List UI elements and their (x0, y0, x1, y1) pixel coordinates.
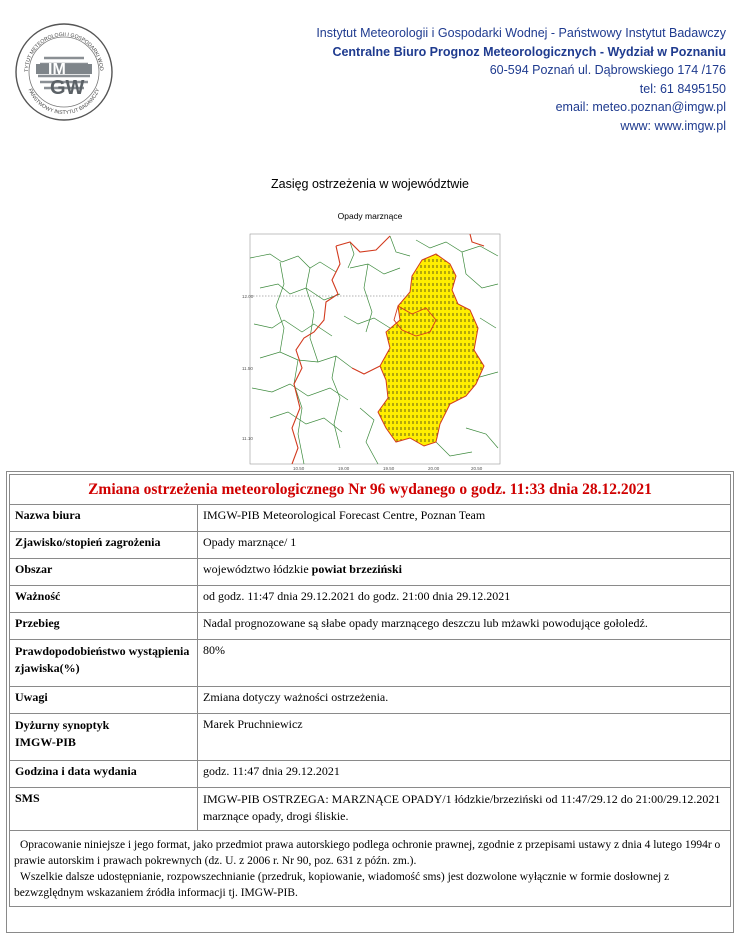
phone: tel: 61 8495150 (639, 81, 726, 96)
logo-ring-bottom: PAŃSTWOWY INSTYTUT BADAWCZY (26, 87, 102, 117)
lon-label: 20.00 (428, 466, 440, 471)
logo-ring-top: TYTUT METEOROLOGII I GOSPODARKI WOD (23, 31, 105, 73)
table-row (10, 505, 731, 532)
lat-label: 11.10 (242, 436, 253, 441)
table-row (10, 831, 731, 907)
email: email: meteo.poznan@imgw.pl (555, 100, 726, 114)
table-row (10, 714, 731, 761)
imgw-logo (14, 22, 114, 122)
course-label: Przebieg (10, 613, 198, 640)
area-voivodeship: województwo łódzkie (203, 562, 312, 576)
area-label: Obszar (10, 559, 198, 586)
issued-label: Godzina i data wydania (10, 761, 198, 788)
website: www: www.imgw.pl (620, 118, 726, 133)
table-row (10, 761, 731, 788)
remarks-label: Uwagi (10, 687, 198, 714)
lon-label: 10.50 (293, 466, 305, 471)
probability-value: 80% (198, 640, 731, 687)
copyright-notice (10, 831, 731, 907)
table-row (10, 586, 731, 613)
phenomenon-value: Opady marznące/ 1 (198, 532, 731, 559)
phenomenon-label: Zjawisko/stopień zagrożenia (10, 532, 198, 559)
lat-label: 11.50 (242, 366, 253, 371)
probability-label: Prawdopodobieństwo wystąpienia zjawiska(%) (10, 640, 198, 687)
office-value: IMGW-PIB Meteorological Forecast Centre, Poznan Team (198, 505, 731, 532)
table-row (10, 613, 731, 640)
copyright-paragraph-2: Wszelkie dalsze udostępnianie, rozpowszechnianie (przedruk, kopiowanie, wiadomość sms) jest dozwolone wyłącznie w formie dosłownej z bezwzględnym wskazaniem źródła informacji tj. IMGW-PIB. (14, 871, 670, 899)
bureau-name: Centralne Biuro Prognoz Meteorologicznych - Wydział w Poznaniu (332, 44, 726, 59)
lon-label: 19.00 (338, 466, 350, 471)
header-info (316, 24, 726, 135)
table-row (10, 687, 731, 714)
address: 60-594 Poznań ul. Dąbrowskiego 174 /176 (489, 63, 726, 77)
sms-label: SMS (10, 788, 198, 831)
lon-label: 19.50 (383, 466, 395, 471)
warning-map (240, 228, 502, 472)
area-value (198, 559, 731, 586)
office-label: Nazwa biura (10, 505, 198, 532)
lon-label: 20.50 (471, 466, 483, 471)
forecaster-label-text: Dyżurny synoptyk IMGW-PIB (15, 718, 110, 749)
warning-table (9, 474, 731, 907)
remarks-value: Zmiana dotyczy ważności ostrzeżenia. (198, 687, 731, 714)
course-value: Nadal prognozowane są słabe opady marznącego deszczu lub mżawki powodujące gołoledź. (198, 613, 731, 640)
warning-title: Zmiana ostrzeżenia meteorologicznego Nr 96 wydanego o godz. 11:33 dnia 28.12.2021 (10, 475, 731, 505)
table-row (10, 532, 731, 559)
institute-name: Instytut Meteorologii i Gospodarki Wodnej - Państwowy Instytut Badawczy (316, 26, 726, 40)
table-row (10, 559, 731, 586)
area-county: powiat brzeziński (311, 562, 402, 576)
map-subtitle: Opady marznące (337, 211, 403, 221)
copyright-paragraph-1: Opracowanie niniejsze i jego format, jako przedmiot prawa autorskiego podlega ochronie prawnej, zgodnie z przepisami ustawy z dnia 4 lutego 1994r o prawie autorskim i prawach pokrewnych (dz. U. z 2006 r. Nr 90, poz. 631 z późn. zm.). (14, 839, 721, 867)
issued-value: godz. 11:47 dnia 29.12.2021 (198, 761, 731, 788)
forecaster-label (10, 714, 198, 761)
map-title: Zasięg ostrzeżenia w województwie (270, 177, 469, 191)
table-row (10, 640, 731, 687)
lat-label: 12.00 (242, 294, 254, 299)
logo-im: IM (48, 61, 66, 78)
validity-value: od godz. 11:47 dnia 29.12.2021 do godz. 21:00 dnia 29.12.2021 (198, 586, 731, 613)
sms-value: IMGW-PIB OSTRZEGA: MARZNĄCE OPADY/1 łódzkie/brzeziński od 11:47/29.12 do 21:00/29.12.2021 marznące opady, drogi śliskie. (198, 788, 731, 831)
table-row (10, 788, 731, 831)
validity-label: Ważność (10, 586, 198, 613)
forecaster-value: Marek Pruchniewicz (198, 714, 731, 761)
logo-gw: GW (50, 77, 85, 99)
